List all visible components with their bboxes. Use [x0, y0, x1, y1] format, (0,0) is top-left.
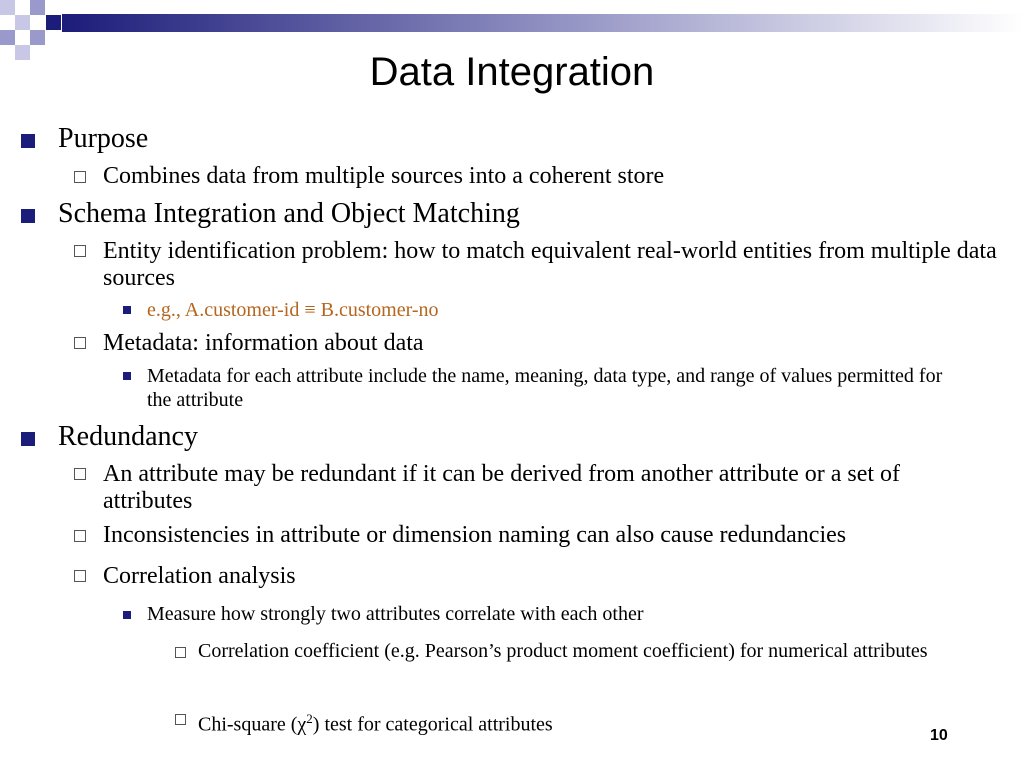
- superscript-two: 2: [306, 711, 313, 726]
- hollow-square-bullet-icon: [175, 714, 186, 725]
- page-number: 10: [930, 727, 948, 744]
- bullet-chi-square: [198, 703, 958, 741]
- small-square-bullet-icon: [123, 306, 131, 314]
- square-bullet-icon: [21, 209, 35, 223]
- bullet-measure-correlation: Measure how strongly two attributes correlate with each other: [147, 603, 644, 625]
- hollow-square-bullet-icon: [175, 647, 186, 658]
- hollow-square-bullet-icon: [74, 337, 86, 349]
- hollow-square-bullet-icon: [74, 468, 86, 480]
- square-bullet-icon: [21, 432, 35, 446]
- bullet-schema-integration: Schema Integration and Object Matching: [58, 198, 520, 229]
- bullet-purpose-detail: Combines data from multiple sources into a coherent store: [103, 163, 665, 189]
- bullet-metadata-detail: Metadata for each attribute include the name, meaning, data type, and range of values permitted for the attribute: [147, 365, 943, 411]
- bullet-example: e.g., A.customer-id ≡ B.customer-no: [147, 299, 439, 321]
- bullet-correlation-analysis: Correlation analysis: [103, 563, 296, 589]
- small-square-bullet-icon: [123, 372, 131, 380]
- bullet-entity-identification: Entity identification problem: how to match equivalent real-world entities from multiple data sources: [103, 238, 997, 291]
- slide-title: Data Integration: [369, 50, 655, 94]
- bullet-purpose: Purpose: [58, 123, 149, 154]
- square-bullet-icon: [21, 134, 35, 148]
- hollow-square-bullet-icon: [74, 570, 86, 582]
- hollow-square-bullet-icon: [74, 171, 86, 183]
- bullet-naming-inconsistencies: Inconsistencies in attribute or dimension naming can also cause redundancies: [103, 522, 847, 548]
- chi-square-text: Chi-square (χ: [198, 713, 307, 736]
- bullet-redundancy: Redundancy: [58, 421, 198, 452]
- bullet-correlation-coefficient: Correlation coefficient (e.g. Pearson’s product moment coefficient) for numerical attributes: [198, 640, 928, 662]
- chi-square-text-end: ) test for categorical attributes: [312, 713, 553, 736]
- hollow-square-bullet-icon: [74, 245, 86, 257]
- hollow-square-bullet-icon: [74, 530, 86, 542]
- bullet-derived-attribute: An attribute may be redundant if it can be derived from another attribute or a set of attributes: [103, 461, 901, 514]
- bullet-metadata: Metadata: information about data: [103, 330, 424, 356]
- small-square-bullet-icon: [123, 611, 131, 619]
